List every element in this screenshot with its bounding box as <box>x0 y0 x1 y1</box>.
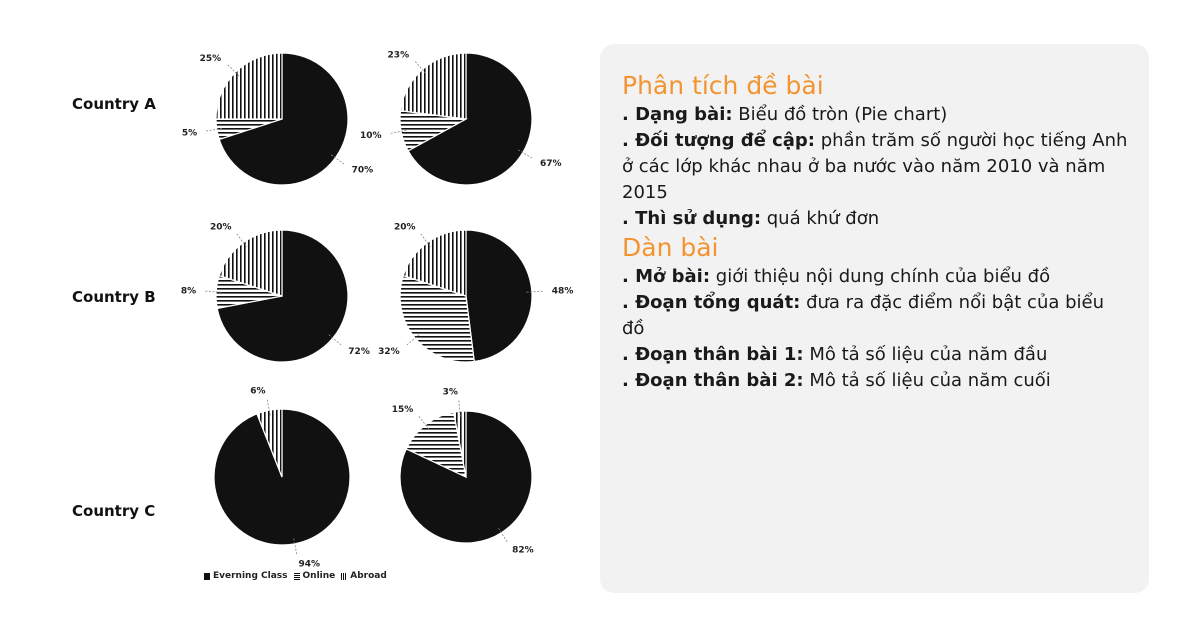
pie-label-online-c2-y1: 8% <box>180 286 197 297</box>
pie-label-online-c1-y1: 5% <box>181 128 198 139</box>
outline-list <box>622 264 1129 394</box>
legend-item-evening <box>204 571 288 581</box>
item-text: phần trăm số người học tiếng Anh ở các lớp khác nhau ở ba nước vào năm 2010 và năm 2015 <box>622 130 1128 203</box>
country-a-label: Country A <box>72 95 156 113</box>
item-text: quá khứ đơn <box>761 208 880 229</box>
pie-label-evening-c1-y1: 70% <box>351 165 374 176</box>
pie-label-online-c2-y2: 32% <box>378 346 400 357</box>
legend-label-online: Online <box>302 571 336 581</box>
item-key: . Mở bài: <box>622 266 711 287</box>
item-key: . Đoạn tổng quát: <box>622 292 801 313</box>
list-item <box>622 128 1129 206</box>
item-key: . Đoạn thân bài 2: <box>622 370 804 391</box>
item-text: đưa ra đặc điểm nổi bật của biểu đồ <box>622 292 1105 339</box>
pie-label-online-c3-y2: 15% <box>391 405 414 415</box>
country-c-label: Country C <box>72 502 156 520</box>
item-key: . Đoạn thân bài 1: <box>622 344 804 365</box>
legend-label-abroad: Abroad <box>350 571 387 581</box>
section-title-analysis: Phân tích đề bài <box>622 71 824 100</box>
item-text: Mô tả số liệu của năm đầu <box>803 344 1048 365</box>
pie-label-evening-c3-y2: 82% <box>512 545 534 556</box>
item-key: . Đối tượng để cập: <box>622 130 815 151</box>
pie-label-abroad-c2-y2: 20% <box>393 222 416 233</box>
chart-legend <box>204 571 387 581</box>
pie-label-abroad-c3-y1: 6% <box>250 386 266 397</box>
list-item <box>622 206 1129 232</box>
item-text: giới thiệu nội dung chính của biểu đồ <box>710 266 1051 287</box>
item-text: Mô tả số liệu của năm cuối <box>803 370 1051 391</box>
country-b-label: Country B <box>72 288 156 306</box>
pie-label-evening-c2-y2: 48% <box>551 286 574 297</box>
item-text: Biểu đồ tròn (Pie chart) <box>732 104 948 125</box>
pie-label-abroad-c3-y2: 3% <box>442 387 458 398</box>
legend-swatch-online <box>294 573 300 580</box>
list-item <box>622 342 1129 368</box>
legend-swatch-evening <box>204 573 210 580</box>
analysis-panel <box>600 44 1149 593</box>
legend-swatch-abroad <box>341 573 347 580</box>
legend-item-online <box>294 571 336 581</box>
pie-slice-abroad-c1-y1 <box>216 53 282 119</box>
legend-item-abroad <box>341 571 387 581</box>
list-item <box>622 290 1129 342</box>
list-item <box>622 102 1129 128</box>
pie-label-abroad-c2-y1: 20% <box>209 222 232 233</box>
pie-slice-abroad-c1-y2 <box>401 53 466 119</box>
pie-label-evening-c1-y2: 67% <box>540 158 562 169</box>
pie-label-online-c1-y2: 10% <box>359 131 382 142</box>
item-key: . Dạng bài: <box>622 104 733 125</box>
section-title-outline: Dàn bài <box>622 233 719 262</box>
analysis-list <box>622 102 1129 232</box>
pie-label-evening-c2-y1: 72% <box>348 346 370 357</box>
list-item <box>622 264 1129 290</box>
list-item <box>622 368 1129 394</box>
legend-label-evening: Everning Class <box>213 571 288 581</box>
item-key: . Thì sử dụng: <box>622 208 762 229</box>
pie-label-abroad-c1-y1: 25% <box>199 54 222 65</box>
pie-label-abroad-c1-y2: 23% <box>387 50 410 61</box>
pie-label-evening-c3-y1: 94% <box>298 559 321 570</box>
pie-slice-evening-c2-y2 <box>466 230 532 361</box>
